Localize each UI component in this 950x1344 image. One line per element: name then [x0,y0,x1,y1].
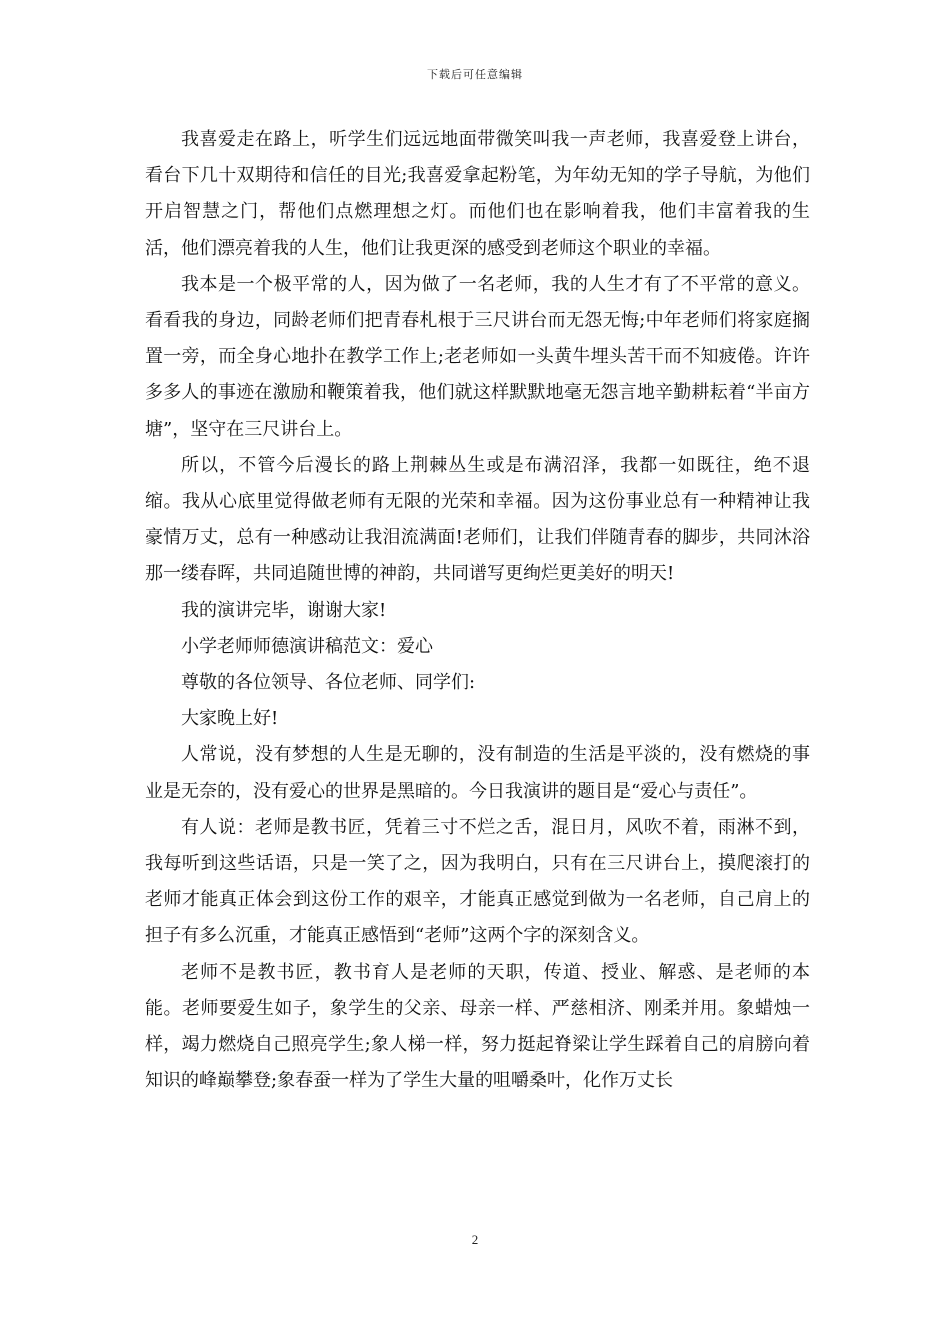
paragraph: 我本是一个极平常的人，因为做了一名老师，我的人生才有了不平常的意义。看看我的身边，同龄老师们把青春札根于三尺讲台而无怨无悔;中年老师们将家庭搁置一旁，而全身心地扑在教学工作上;老老师如一头黄牛埋头苦干而不知疲倦。许许多多人的事迹在激励和鞭策着我，他们就这样默默地毫无怨言地辛勤耕耘着“半亩方塘”，坚守在三尺讲台上。 [145,273,810,440]
paragraph: 我喜爱走在路上，听学生们远远地面带微笑叫我一声老师，我喜爱登上讲台，看台下几十双期待和信任的目光;我喜爱拿起粉笔，为年幼无知的学子导航，为他们开启智慧之门，帮他们点燃理想之灯。而他们也在影响着我，他们丰富着我的生活，他们漂亮着我的人生，他们让我更深的感受到老师这个职业的幸福。 [145,129,810,259]
paragraph: 有人说：老师是教书匠，凭着三寸不烂之舌，混日月，风吹不着，雨淋不到，我每听到这些话语，只是一笑了之，因为我明白，只有在三尺讲台上，摸爬滚打的老师才能真正体会到这份工作的艰辛，才能真正感觉到做为一名老师，自己肩上的担子有多么沉重，才能真正感悟到“老师”这两个字的深刻含义。 [145,816,810,947]
paragraph: 人常说，没有梦想的人生是无聊的，没有制造的生活是平淡的，没有燃烧的事业是无奈的，没有爱心的世界是黑暗的。今日我演讲的题目是“爱心与责任”。 [145,744,810,802]
greeting: 大家晚上好! [181,708,279,730]
page-number: 2 [471,1232,479,1247]
section-title: 小学老师师德演讲稿范文：爱心 [181,635,433,657]
paragraph: 所以，不管今后漫长的路上荆棘丛生或是布满沼泽，我都一如既往，绝不退缩。我从心底里觉得做老师有无限的光荣和幸福。因为这份事业总有一种精神让我豪情万丈，总有一种感动让我泪流满面!老师们，让我们伴随青春的脚步，共同沐浴那一缕春晖，共同追随世博的神韵，共同谱写更绚烂更美好的明天! [145,454,810,585]
paragraph: 老师不是教书匠，教书育人是老师的天职，传道、授业、解惑、是老师的本能。老师要爱生如子，象学生的父亲、母亲一样、严慈相济、刚柔并用。象蜡烛一样，竭力燃烧自己照亮学生;象人梯一样，努力挺起脊梁让学生踩着自己的肩膀向着知识的峰巅攀登;象春蚕一样为了学生大量的咀嚼桑叶，化作万丈长 [145,961,810,1092]
closing-line: 我的演讲完毕，谢谢大家! [181,599,387,621]
page-header: 下载后可任意编辑 [427,68,523,81]
document-body [145,122,810,1099]
salutation: 尊敬的各位领导、各位老师、同学们: [181,672,476,694]
